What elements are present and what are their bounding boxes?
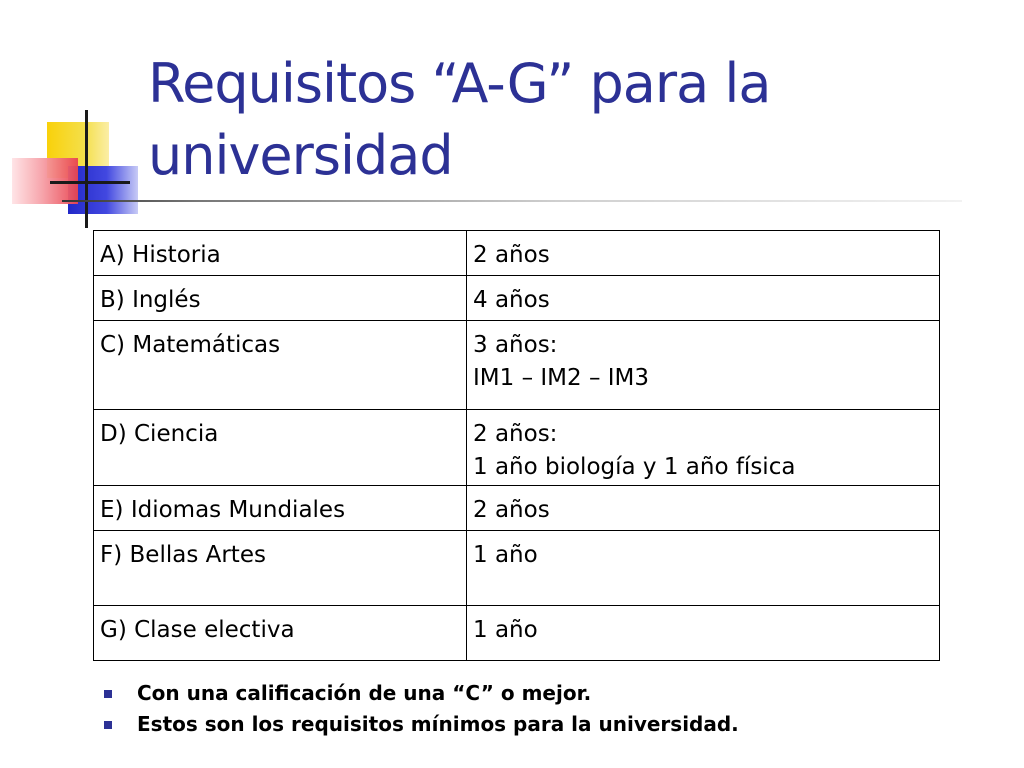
list-item — [100, 709, 739, 740]
requirement-line: 1 año — [473, 542, 538, 568]
requirement-line: 3 años: — [473, 332, 558, 358]
subject-cell: B) Inglés — [94, 276, 467, 321]
subject-cell: D) Ciencia — [94, 410, 467, 486]
table-row — [94, 531, 940, 606]
decorative-blue-square — [68, 166, 138, 214]
requirement-line: IM1 – IM2 – IM3 — [473, 365, 650, 391]
table-row — [94, 231, 940, 276]
requirement-cell — [467, 321, 940, 410]
requirement-line: 2 años: — [473, 421, 558, 447]
subject-cell: A) Historia — [94, 231, 467, 276]
square-bullet-icon — [104, 721, 112, 729]
square-bullet-icon — [104, 690, 112, 698]
requirement-cell — [467, 606, 940, 661]
requirement-line: 2 años — [473, 497, 550, 523]
subject-cell: E) Idiomas Mundiales — [94, 486, 467, 531]
requirement-line: 1 año — [473, 617, 538, 643]
table-row — [94, 276, 940, 321]
table-row — [94, 410, 940, 486]
note-text: Estos son los requisitos mínimos para la universidad. — [137, 712, 739, 736]
requirements-table — [93, 230, 940, 661]
requirement-cell — [467, 276, 940, 321]
requirement-line: 2 años — [473, 242, 550, 268]
subject-cell: G) Clase electiva — [94, 606, 467, 661]
table-row — [94, 486, 940, 531]
decorative-vertical-line — [85, 110, 88, 228]
note-text: Con una calificación de una “C” o mejor. — [137, 681, 592, 705]
requirement-cell — [467, 486, 940, 531]
subject-cell: C) Matemáticas — [94, 321, 467, 410]
requirement-cell — [467, 410, 940, 486]
requirement-cell — [467, 231, 940, 276]
requirement-line: 1 año biología y 1 año física — [473, 454, 796, 480]
notes-list — [100, 678, 739, 740]
requirement-cell — [467, 531, 940, 606]
requirement-line: 4 años — [473, 287, 550, 313]
slide-title: Requisitos “A-G” para la universidad — [148, 52, 771, 187]
subject-cell: F) Bellas Artes — [94, 531, 467, 606]
table-row — [94, 321, 940, 410]
list-item — [100, 678, 739, 709]
title-underline — [62, 200, 962, 202]
decorative-short-horizontal-line — [50, 181, 130, 184]
table-row — [94, 606, 940, 661]
